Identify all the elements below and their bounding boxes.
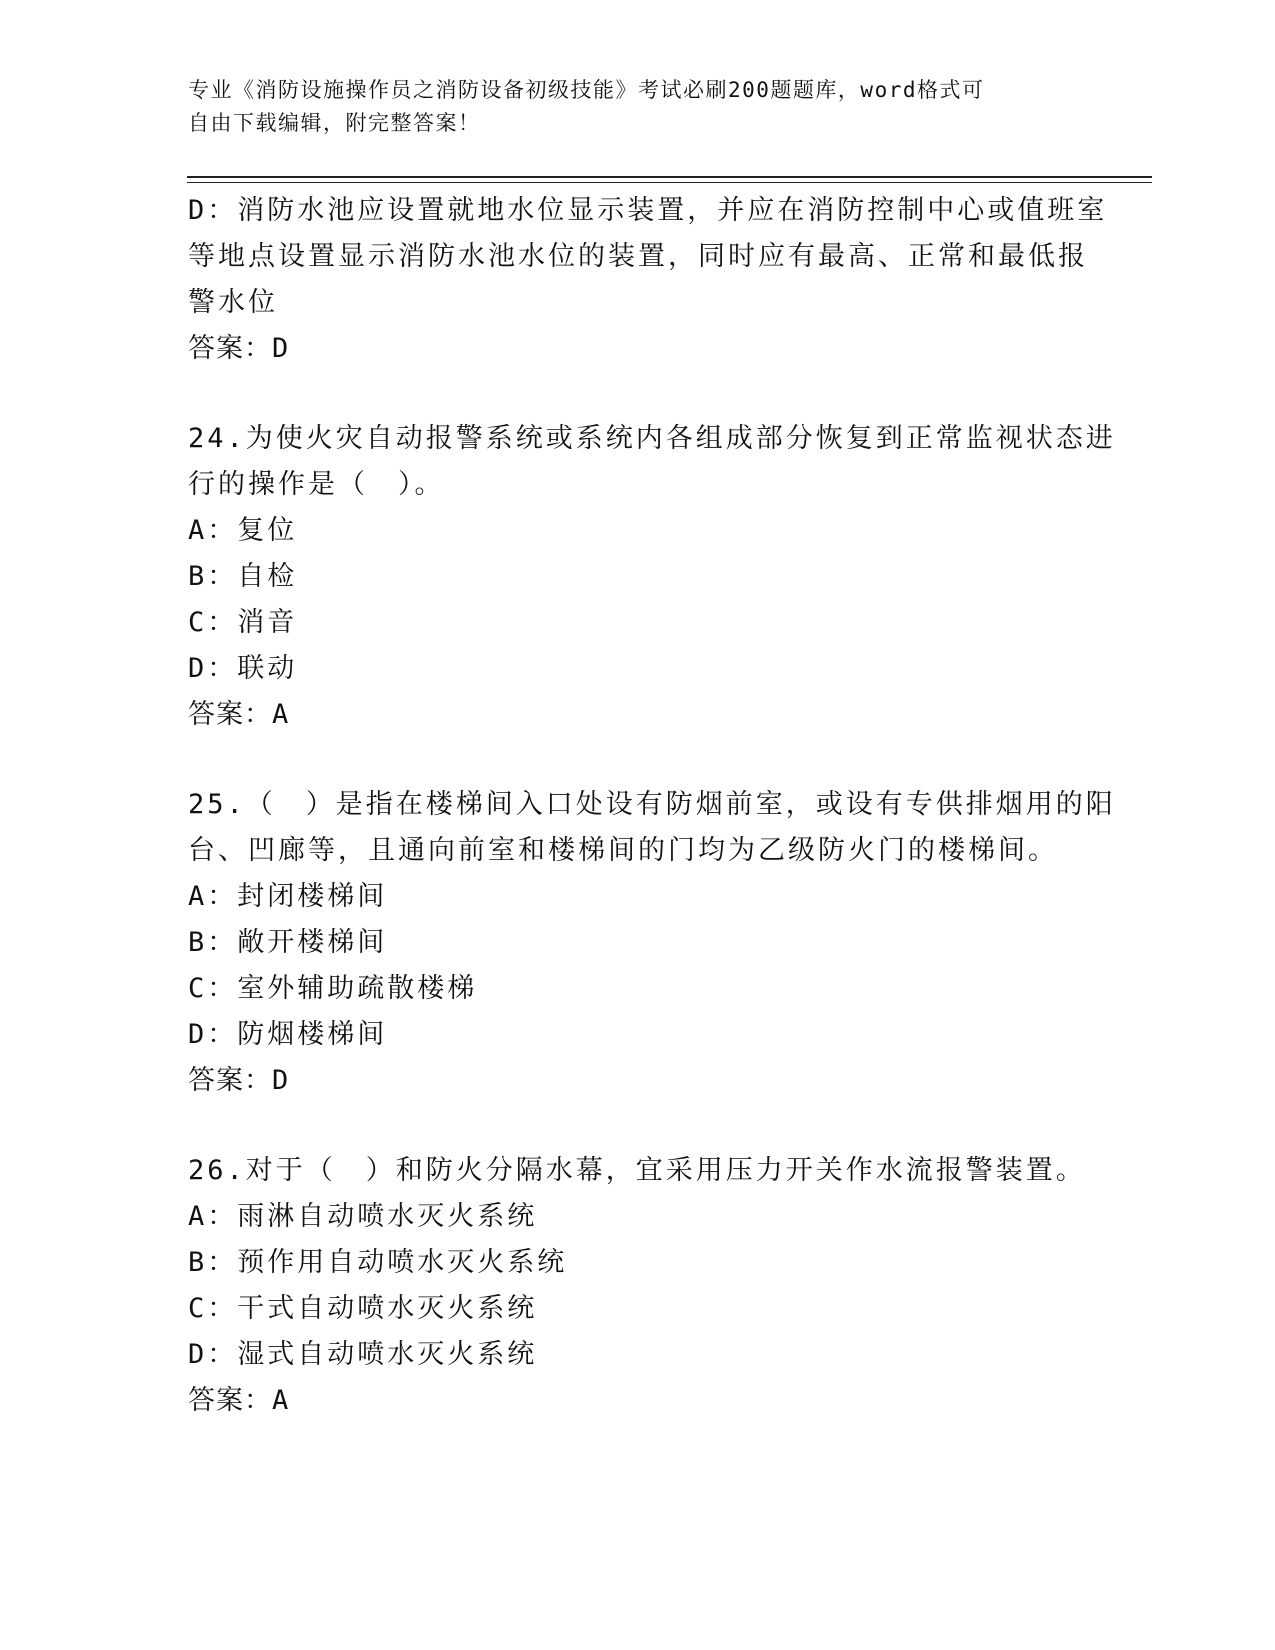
answer-value: A: [272, 1385, 290, 1416]
question-24: [188, 416, 1116, 738]
question-stem-line: 24.为使火灾自动报警系统或系统内各组成部分恢复到正常监视状态进: [188, 423, 1116, 454]
option-b: B：自检: [188, 561, 298, 592]
option-b: B：预作用自动喷水灭火系统: [188, 1247, 568, 1278]
header-divider-thick: [187, 176, 1152, 178]
answer-label: 答案：: [188, 1385, 272, 1416]
question-25: [188, 782, 1116, 1104]
answer-label: 答案：: [188, 333, 272, 364]
question-23-continuation: [188, 188, 1108, 372]
question-list: [188, 188, 1116, 1424]
option-d-line-2: 等地点设置显示消防水池水位的装置，同时应有最高、正常和最低报: [188, 241, 1088, 272]
header-divider-thin: [187, 182, 1152, 183]
header-line-2: 自由下载编辑，附完整答案！: [188, 111, 481, 135]
option-c: C：干式自动喷水灭火系统: [188, 1293, 538, 1324]
answer-label: 答案：: [188, 1065, 272, 1096]
question-stem-line: 行的操作是（ ）。: [188, 469, 445, 500]
answer-line: [188, 692, 1078, 738]
answer-value: D: [272, 333, 290, 364]
answer-value: A: [272, 699, 290, 730]
option-d-line-1: D：消防水池应设置就地水位显示装置，并应在消防控制中心或值班室: [188, 195, 1108, 226]
answer-line: [188, 1378, 1078, 1424]
option-d: D：湿式自动喷水灭火系统: [188, 1339, 538, 1370]
option-c: C：室外辅助疏散楼梯: [188, 973, 478, 1004]
option-a: A：封闭楼梯间: [188, 881, 388, 912]
option-c: C：消音: [188, 607, 298, 638]
answer-value: D: [272, 1065, 290, 1096]
question-stem-line: 25.（ ）是指在楼梯间入口处设有防烟前室，或设有专供排烟用的阳: [188, 789, 1116, 820]
option-d-line-3: 警水位: [188, 287, 278, 318]
answer-line: [188, 326, 1078, 372]
option-d: D：防烟楼梯间: [188, 1019, 388, 1050]
option-d: D：联动: [188, 653, 298, 684]
page-header: [188, 74, 1068, 140]
answer-line: [188, 1058, 1078, 1104]
option-a: A：雨淋自动喷水灭火系统: [188, 1201, 538, 1232]
answer-label: 答案：: [188, 699, 272, 730]
option-b: B：敞开楼梯间: [188, 927, 388, 958]
header-line-1: 专业《消防设施操作员之消防设备初级技能》考试必刷200题题库，word格式可: [188, 78, 985, 102]
question-stem-line: 26.对于（ ）和防火分隔水幕，宜采用压力开关作水流报警装置。: [188, 1155, 1086, 1186]
option-a: A：复位: [188, 515, 298, 546]
question-26: [188, 1148, 1086, 1424]
question-stem-line: 台、凹廊等，且通向前室和楼梯间的门均为乙级防火门的楼梯间。: [188, 835, 1058, 866]
